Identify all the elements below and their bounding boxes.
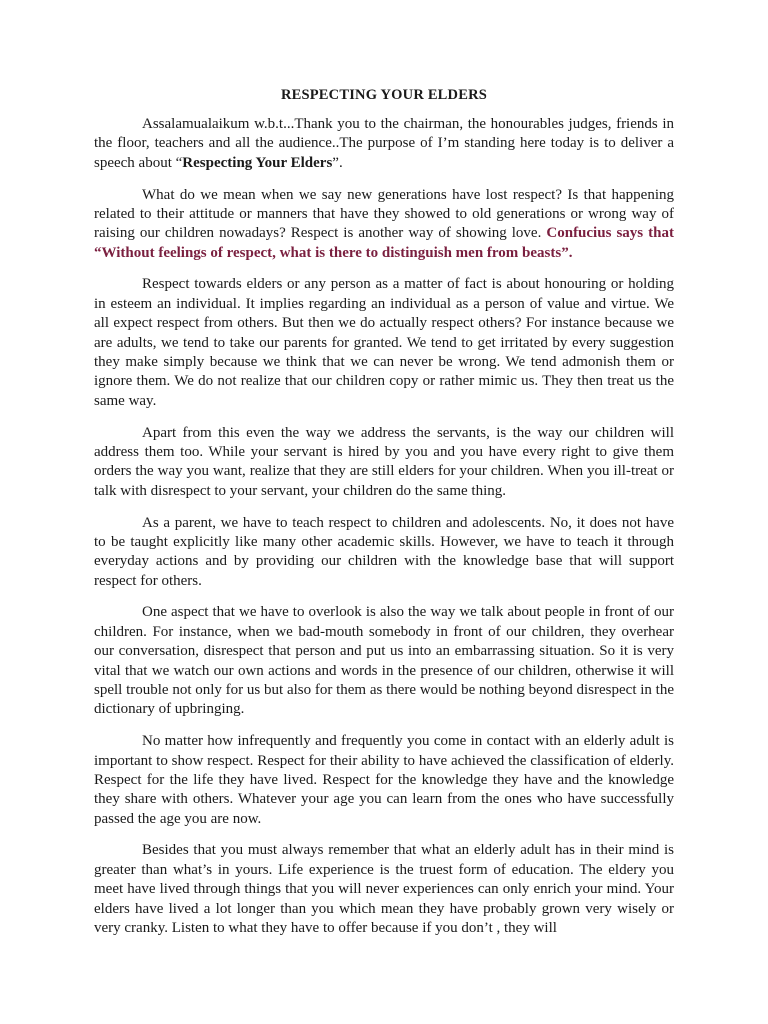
paragraph-talk-about-people: One aspect that we have to overlook is also the way we talk about people in front of our children. For instance, when we bad-mouth somebody in front of our children, they overhear our conversation, disrespect that person and put us into an embarrassing situation. So it is very vital that we watch our own actions and words in the presence of our children, otherwise it will spell trouble not only for us but also for them as there would be nothing beyond disrespect in the dictionary of upbringing. [94, 604, 674, 718]
paragraph-elderly-adult: No matter how infrequently and frequently you come in contact with an elderly adult is important to show respect. Respect for their ability to have achieved the classification of elderly. Respect for the life they have lived. Respect for the knowledge they have and the knowledge they share with others. Whatever your age you can learn from the ones who have successfully passed the age you are now. [94, 733, 674, 827]
quote-end: . [568, 244, 573, 261]
greeting-text: Assalamualaikum w.b.t...Thank you to the chairman, the honourables judges, friends in the floor, teachers and all the audience..The purpose of I’m standing here today is to deliver a speech about “ [94, 116, 674, 171]
paragraph-life-experience: Besides that you must always remember that what an elderly adult has in their mind is greater than what’s in yours. Life experience is the truest form of education. The eldery you meet have lived through things that you will never experiences can only enrich your mind. Your elders have lived a lot longer than you which mean they have probably grown very wisely or very cranky. Listen to what they have to offer because if you don’t , they will [94, 842, 674, 937]
paragraph-question [94, 186, 674, 264]
confucius-quote: Confucius says that “Without feelings of respect, what is there to distinguish men from beasts” [94, 225, 674, 261]
paragraph-respect-towards-elders: Respect towards elders or any person as a matter of fact is about honouring or holding in esteem an individual. It implies regarding an individual as a person of value and virtue. We all expect respect from others. But then we do actually respect others? For instance because we are adults, we tend to take our parents for granted. We tend to get irritated by every suggestion they make simply because we think that we can never be wrong. We tend admonish them or ignore them. We do not realize that our children copy or rather mimic us. They then treat us the same way. [94, 276, 674, 409]
question-text: What do we mean when we say new generations have lost respect? Is that happening related to their attitude or manners that have they showed to old generations or wrong way of raising our children nowadays? Respect is another way of showing love. [94, 186, 674, 242]
paragraph-servants: Apart from this even the way we address the servants, is the way our children will address them too. While your servant is hired by you and you have every right to give them orders the way you want, realize that they are still elders for your children. When you ill-treat or talk with disrespect to your servant, your children do the same thing. [94, 424, 674, 499]
paragraph-greeting [94, 115, 674, 173]
document-title: RESPECTING YOUR ELDERS [280, 87, 488, 103]
speech-topic: Respecting Your Elders [182, 154, 333, 171]
paragraph-parent: As a parent, we have to teach respect to children and adolescents. No, it does not have to be taught explicitly like many other academic skills. However, we have to teach it through everyday actions and by providing our children with the knowledge base that will support respect for others. [94, 514, 674, 589]
greeting-end: ”. [332, 154, 343, 171]
